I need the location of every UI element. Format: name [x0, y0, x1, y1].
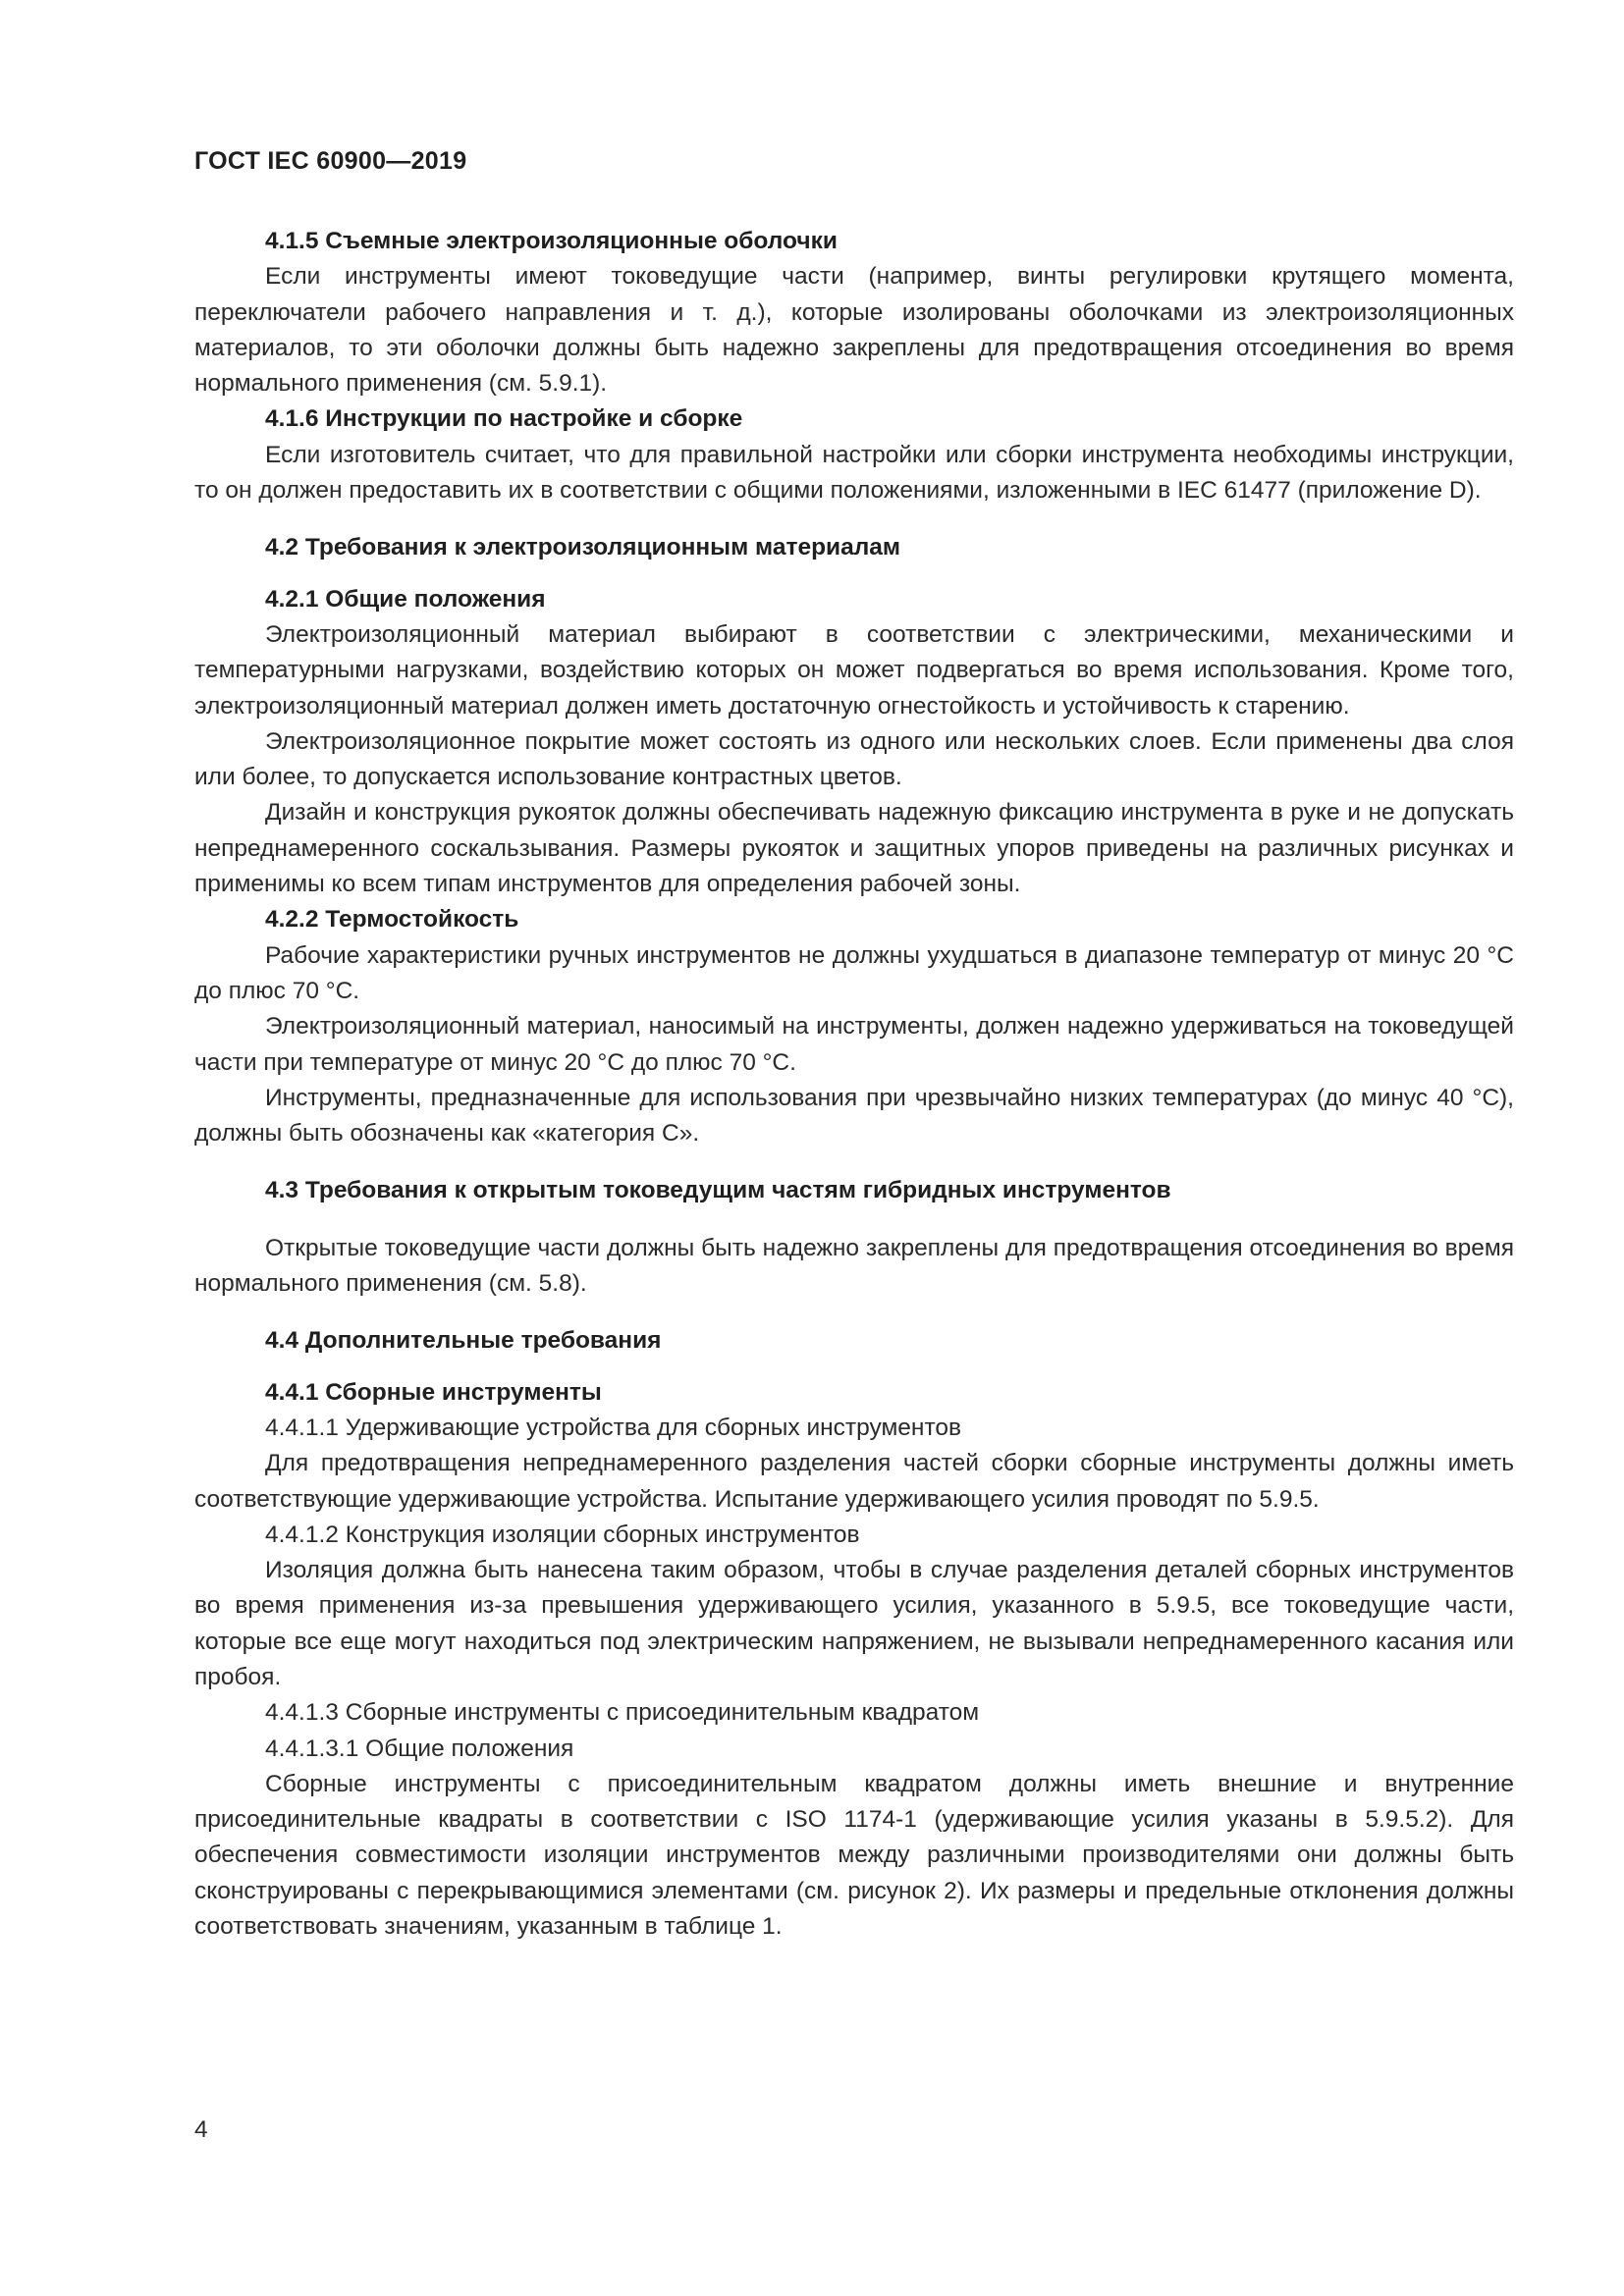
paragraph: Дизайн и конструкция рукояток должны обеспечивать надежную фиксацию инструмента в руке и не допускать непреднамеренного соскальзывания. Размеры рукояток и защитных упоров приведены на различных рисунках и применимы ко всем типам инструментов для определения рабочей зоны. — [194, 799, 1514, 898]
paragraph: Для предотвращения непреднамеренного разделения частей сборки сборные инструменты должны иметь соответствующие удерживающие устройства. Испытание удерживающего усилия проводят по 5.9.5. — [194, 1450, 1514, 1513]
section-heading-4-2: 4.2 Требования к электроизоляционным материалам — [265, 534, 901, 561]
section-heading-4-4: 4.4 Дополнительные требования — [265, 1327, 662, 1355]
document-body — [194, 224, 1514, 1945]
paragraph: Изоляция должна быть нанесена таким образом, чтобы в случае разделения деталей сборных инструментов во время применения из-за превышения удерживающего усилия, указанного в 5.9.5, все токоведущие части, которые все еще могут находиться под электрическим напряжением, не вызывали непреднамеренного касания или пробоя. — [194, 1557, 1514, 1690]
section-heading-4-2-2: 4.2.2 Термостойкость — [265, 906, 519, 934]
subsection-title-4-4-1-2: 4.4.1.2 Конструкция изоляции сборных инструментов — [265, 1521, 860, 1548]
section-heading-4-2-1: 4.2.1 Общие положения — [265, 585, 546, 613]
subsection-title-4-4-1-3-1: 4.4.1.3.1 Общие положения — [265, 1735, 574, 1762]
paragraph: Электроизоляционное покрытие может состоять из одного или нескольких слоев. Если применены два слоя или более, то допускается использование контрастных цветов. — [194, 727, 1514, 791]
paragraph: Открытые токоведущие части должны быть надежно закреплены для предотвращения отсоединения во время нормального применения (см. 5.8). — [194, 1234, 1514, 1298]
subsection-title-4-4-1-1: 4.4.1.1 Удерживающие устройства для сборных инструментов — [265, 1414, 962, 1441]
section-heading-4-4-1: 4.4.1 Сборные инструменты — [265, 1378, 602, 1406]
section-heading-4-1-5: 4.1.5 Съемные электроизоляционные оболочки — [265, 228, 838, 254]
section-heading-4-3: 4.3 Требования к открытым токоведущим частям гибридных инструментов — [265, 1177, 1171, 1204]
paragraph: Если инструменты имеют токоведущие части (например, винты регулировки крутящего момента, переключатели рабочего направления и т. д.), которые изолированы оболочками из электроизоляционных материалов, то эти оболочки должны быть надежно закреплены для предотвращения отсоединения во время нормального применения (см. 5.9.1). — [194, 263, 1514, 398]
standard-header: ГОСТ IEC 60900—2019 — [194, 147, 467, 175]
paragraph: Электроизоляционный материал выбирают в соответствии с электрическими, механическими и температурными нагрузками, воздействию которых он может подвергаться во время использования. Кроме того, электроизоляционный материал должен иметь достаточную огнестойкость и устойчивость к старению. — [194, 620, 1514, 720]
paragraph: Рабочие характеристики ручных инструментов не должны ухудшаться в диапазоне температур от минус 20 °С до плюс 70 °С. — [194, 941, 1514, 1004]
subsection-title-4-4-1-3: 4.4.1.3 Сборные инструменты с присоединительным квадратом — [265, 1699, 980, 1727]
page-number: 4 — [194, 2116, 208, 2143]
paragraph: Сборные инструменты с присоединительным квадратом должны иметь внешние и внутренние присоединительные квадраты в соответствии с ISO 1174-1 (удерживающие усилия указаны в 5.9.5.2). Для обеспечения совместимости изоляции инструментов между различными производителями они должны быть сконструированы с перекрывающимися элементами (см. рисунок 2). Их размеры и предельные отклонения должны соответствовать значениям, указанным в таблице 1. — [194, 1770, 1514, 1941]
section-heading-4-1-6: 4.1.6 Инструкции по настройке и сборке — [265, 405, 743, 433]
paragraph: Инструменты, предназначенные для использования при чрезвычайно низких температурах (до минус 40 °С), должны быть обозначены как «категория С». — [194, 1084, 1514, 1148]
paragraph: Если изготовитель считает, что для правильной настройки или сборки инструмента необходимы инструкции, то он должен предоставить их в соответствии с общими положениями, изложенными в IEC 61477 (приложение D). — [194, 441, 1514, 505]
paragraph: Электроизоляционный материал, наносимый на инструменты, должен надежно удерживаться на токоведущей части при температуре от минус 20 °С до плюс 70 °С. — [194, 1013, 1514, 1076]
